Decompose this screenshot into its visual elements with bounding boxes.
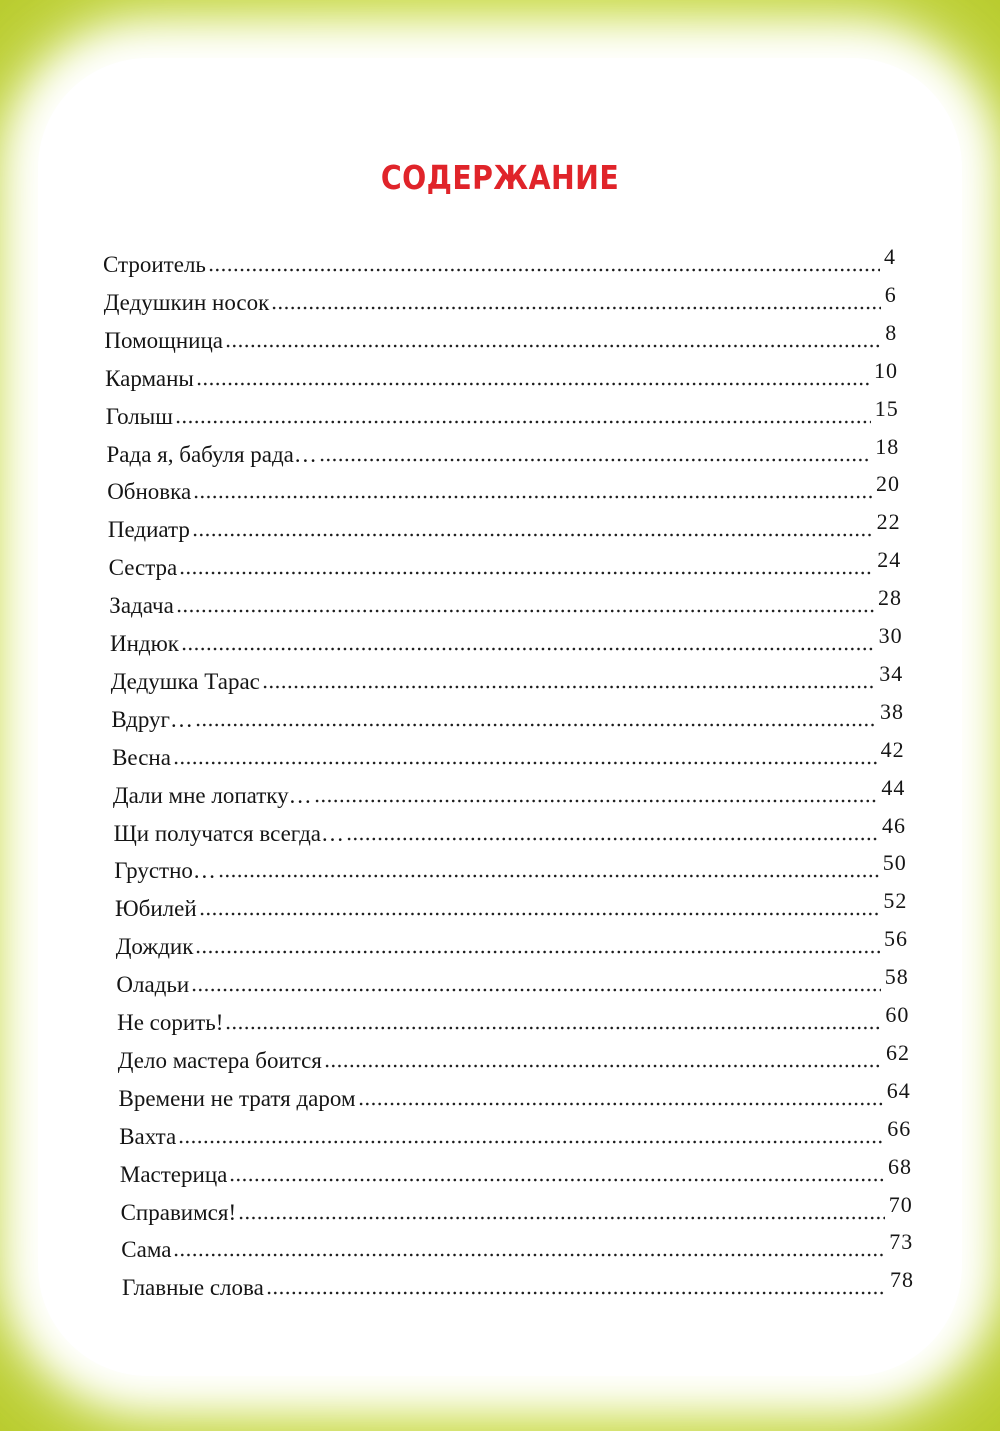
toc-entry-title: Помощница xyxy=(104,327,223,353)
toc-entry-title: Обновка xyxy=(107,479,192,505)
toc-entry xyxy=(109,586,902,620)
toc-entry-title: Карманы xyxy=(105,365,194,391)
toc-entry-title: Грустно… xyxy=(114,858,216,884)
toc-entry-page: 52 xyxy=(883,888,908,914)
toc-dot-leader xyxy=(358,1102,883,1106)
toc-entry-page: 64 xyxy=(886,1077,911,1103)
toc-entry xyxy=(103,245,896,279)
toc-entry-page: 38 xyxy=(879,698,904,724)
toc-dot-leader xyxy=(319,458,871,462)
toc-dot-leader xyxy=(195,950,880,954)
toc-entry-title: Юбилей xyxy=(115,896,197,922)
toc-entry-title: Рада я, бабуля рада… xyxy=(106,441,317,467)
toc-entry-page: 8 xyxy=(885,319,898,345)
toc-entry-page: 70 xyxy=(888,1191,913,1217)
toc-entry xyxy=(117,1003,909,1037)
toc-entry xyxy=(121,1193,913,1227)
toc-entry-page: 66 xyxy=(887,1115,912,1141)
toc-entry-title: Голыш xyxy=(105,403,173,429)
toc-dot-leader xyxy=(199,912,880,916)
toc-dot-leader xyxy=(266,1291,886,1295)
toc-dot-leader xyxy=(181,647,875,651)
toc-entry-page: 46 xyxy=(881,812,906,838)
toc-entry-title: Индюк xyxy=(110,631,179,656)
toc-entry xyxy=(120,1155,912,1189)
toc-entry xyxy=(107,472,900,506)
toc-entry-page: 6 xyxy=(884,281,897,307)
toc-entry-page: 34 xyxy=(879,660,904,686)
toc-entry xyxy=(107,435,900,469)
toc-entry-page: 20 xyxy=(875,471,900,497)
toc-entry xyxy=(118,1041,910,1075)
toc-entry-page: 44 xyxy=(881,774,906,800)
toc-entry-page: 56 xyxy=(883,926,908,952)
toc-dot-leader xyxy=(175,420,871,424)
toc-entry-page: 10 xyxy=(873,357,898,383)
toc-entry-title: Сама xyxy=(121,1237,172,1263)
toc-entry-title: Времени не тратя даром xyxy=(118,1085,356,1111)
toc-entry-title: Оладьи xyxy=(116,972,190,998)
toc-entry-title: Справимся! xyxy=(120,1199,237,1225)
toc-dot-leader xyxy=(229,1178,884,1182)
toc-entry-page: 4 xyxy=(884,244,896,269)
toc-dot-leader xyxy=(238,1216,885,1220)
toc-entry xyxy=(111,662,904,696)
toc-entry-title: Щи получатся всегда… xyxy=(113,820,345,846)
toc-entry-title: Вахта xyxy=(119,1123,177,1149)
toc-dot-leader xyxy=(271,306,880,310)
toc-entry-page: 58 xyxy=(884,964,909,990)
toc-entry xyxy=(104,321,897,355)
page-title: СОДЕРЖАНИЕ xyxy=(380,158,620,197)
toc-entry xyxy=(121,1230,913,1264)
toc-entry-page: 24 xyxy=(877,547,902,573)
toc-dot-leader xyxy=(179,571,873,575)
toc-entry-page: 78 xyxy=(890,1267,914,1293)
toc-entry xyxy=(114,851,906,885)
toc-entry-title: Не сорить! xyxy=(117,1010,224,1035)
toc-entry xyxy=(105,359,898,393)
toc-entry-title: Сестра xyxy=(108,555,178,581)
toc-dot-leader xyxy=(192,533,873,537)
toc-entry-title: Весна xyxy=(112,744,171,770)
toc-entry xyxy=(115,889,907,923)
toc-entry-title: Дедушкин носок xyxy=(103,289,270,315)
toc-entry xyxy=(111,700,904,734)
toc-dot-leader xyxy=(178,1140,883,1144)
toc-entry xyxy=(122,1268,914,1302)
toc-entry xyxy=(116,927,908,961)
toc-dot-leader xyxy=(193,495,872,499)
toc-dot-leader xyxy=(225,344,881,348)
toc-entry xyxy=(114,814,906,848)
toc-entry xyxy=(108,510,901,544)
toc-entry-page: 62 xyxy=(885,1039,910,1065)
toc-entry xyxy=(104,283,897,317)
toc-entry-title: Дождик xyxy=(115,934,194,960)
toc-entry xyxy=(116,965,908,999)
toc-entry xyxy=(110,624,903,658)
toc-entry xyxy=(112,738,905,772)
toc-entry-title: Дело мастера боится xyxy=(117,1047,322,1073)
toc-entry-page: 30 xyxy=(878,623,903,648)
toc-dot-leader xyxy=(196,382,870,386)
toc-entry-page: 15 xyxy=(874,395,899,421)
toc-entry xyxy=(113,776,906,810)
toc-entry-title: Мастерица xyxy=(119,1161,228,1187)
toc-dot-leader xyxy=(262,685,875,689)
toc-entry-page: 60 xyxy=(885,1002,910,1027)
toc-dot-leader xyxy=(173,761,877,765)
toc-entry-title: Педиатр xyxy=(107,517,190,543)
toc-dot-leader xyxy=(346,837,878,841)
toc-entry xyxy=(119,1079,911,1113)
toc-entry-page: 50 xyxy=(882,850,907,876)
toc-entry-title: Главные слова xyxy=(122,1275,264,1301)
toc-entry-page: 28 xyxy=(877,585,902,611)
toc-entry-title: Задача xyxy=(109,593,174,619)
toc-entry xyxy=(106,397,899,431)
toc-entry-page: 18 xyxy=(875,433,900,459)
toc-dot-leader xyxy=(176,609,874,613)
toc-entry-page: 73 xyxy=(889,1229,914,1255)
toc-entry-page: 68 xyxy=(887,1153,912,1179)
toc-entry-title: Дали мне лопатку… xyxy=(112,782,312,808)
toc-entry-page: 22 xyxy=(876,509,901,535)
toc-entry-page: 42 xyxy=(880,736,905,762)
toc-entry xyxy=(109,548,902,582)
toc-entry xyxy=(119,1117,911,1151)
toc-dot-leader xyxy=(208,268,880,272)
toc-entry-title: Вдруг… xyxy=(111,706,193,732)
toc-dot-leader xyxy=(173,1253,885,1257)
toc-entry-title: Дедушка Тарас xyxy=(110,668,260,694)
toc-dot-leader xyxy=(195,723,876,727)
toc-dot-leader xyxy=(324,1064,882,1068)
toc-entry-title: Строитель xyxy=(103,252,206,277)
toc-dot-leader xyxy=(218,874,879,878)
toc-dot-leader xyxy=(225,1026,881,1030)
toc-dot-leader xyxy=(191,988,881,992)
toc-dot-leader xyxy=(314,799,878,803)
